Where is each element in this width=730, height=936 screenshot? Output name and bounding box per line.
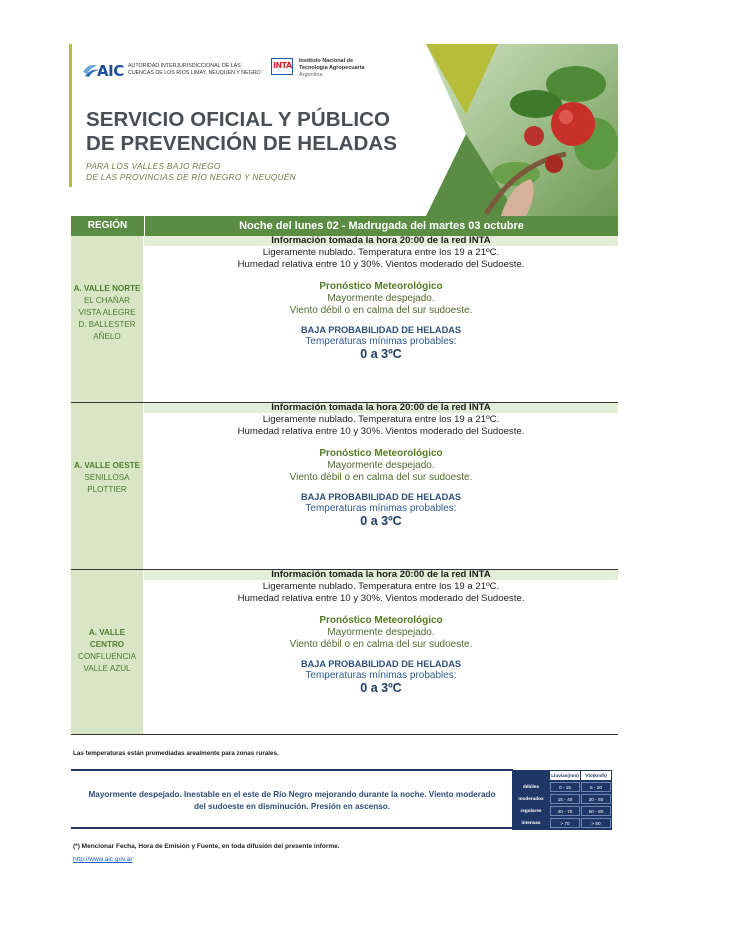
- locality: VISTA ALEGRE: [78, 308, 136, 317]
- region-cell: [71, 236, 143, 402]
- inta-line-3: Argentina: [299, 71, 323, 78]
- column-header-region: REGIÓN: [87, 220, 128, 231]
- region-name: A. VALLE NORTE: [73, 284, 141, 293]
- locality: EL CHAÑAR: [83, 296, 131, 305]
- observation-line-1: Ligeramente nublado. Temperatura entre los 19 a 21ºC.: [262, 581, 500, 592]
- inta-line-1: Instituto Nacional de: [299, 58, 354, 64]
- page-title: [86, 108, 397, 156]
- title-line-2: DE PREVENCIÓN DE HELADAS: [86, 132, 398, 155]
- tmin-label: Temperaturas mínimas probables:: [305, 336, 457, 347]
- tmin-value: 0 a 3ºC: [360, 514, 402, 528]
- region-forecast: [144, 247, 618, 361]
- tmin-label: Temperaturas mínimas probables:: [305, 670, 457, 681]
- legend-category: moderados: [518, 796, 544, 801]
- observation-line-1: Ligeramente nublado. Temperatura entre los 19 a 21ºC.: [262, 414, 500, 425]
- region-label: [71, 627, 143, 675]
- region-cell: [71, 570, 143, 734]
- forecast-line-1: Mayormente despejado.: [327, 293, 435, 304]
- region-name: A. VALLE CENTRO: [88, 628, 126, 649]
- accent-bar: [69, 44, 72, 187]
- inta-wordmark: INTA: [273, 61, 292, 70]
- inta-mark: [271, 58, 293, 75]
- legend-rain-value: 0 - 15: [550, 782, 580, 792]
- observation-line-2: Humedad relativa entre 10 y 30%. Vientos moderado del Sudoeste.: [237, 258, 525, 270]
- legend-category: intensas: [521, 820, 541, 825]
- forecast-line-1: Mayormente despejado.: [327, 460, 435, 471]
- info-title: Información tomada la hora 20:00 de la red INTA: [271, 569, 491, 580]
- tmin-value: 0 a 3ºC: [360, 681, 402, 695]
- info-title: Información tomada la hora 20:00 de la red INTA: [271, 235, 491, 246]
- legend-head-rain: Lluvias(mm): [551, 773, 579, 778]
- apple-tree-photo: [426, 44, 618, 216]
- report-header: [69, 44, 618, 216]
- region-row-valle-centro: [71, 570, 618, 735]
- averaging-note: Las temperaturas están promediadas arealmente para zonas rurales.: [73, 750, 279, 757]
- aic-website-link[interactable]: http://www.aic.gov.ar: [73, 856, 133, 863]
- legend-wind-value: 50 - 80: [581, 806, 611, 816]
- page-subtitle: [86, 161, 296, 182]
- locality: VALLE AZUL: [83, 664, 131, 673]
- subtitle-line-1: PARA LOS VALLES BAJO RIEGO: [86, 161, 221, 171]
- info-title: Información tomada la hora 20:00 de la red INTA: [271, 402, 491, 413]
- legend-wind-value: > 80: [581, 818, 611, 828]
- forecast-title: Pronóstico Meteorológico: [319, 448, 443, 459]
- region-forecast: [144, 414, 618, 528]
- legend-head-wind: Vto(km/h): [581, 771, 611, 780]
- forecast-line-2: Viento débil o en calma del sur sudoeste.: [289, 639, 473, 650]
- forecast-title: Pronóstico Meteorológico: [319, 615, 443, 626]
- aic-name: AUTORIDAD INTERJURISDICCIONAL DE LAS CUENCAS DE LOS RÍOS LIMAY, NEUQUÉN Y NEGRO: [128, 63, 261, 76]
- summary-line-2: del sudoeste en disminución. Presión en ascenso.: [193, 802, 391, 811]
- legend-category: débiles: [522, 784, 540, 789]
- aic-wordmark: AIC: [97, 62, 124, 80]
- legend-wind-value: 5 - 20: [581, 782, 611, 792]
- observation-line-1: Ligeramente nublado. Temperatura entre los 19 a 21ºC.: [262, 247, 500, 258]
- locality: SENILLOSA: [84, 473, 130, 482]
- locality: D. BALLESTER: [78, 320, 136, 329]
- forecast-line-2: Viento débil o en calma del sur sudoeste.: [289, 305, 473, 316]
- region-label: [71, 460, 143, 496]
- locality: PLOTTIER: [87, 485, 127, 494]
- inta-name: [299, 58, 364, 78]
- summary-line-1: Mayormente despejado. Inestable en el este de Río Negro mejorando durante la noche. Viento moderado: [88, 790, 496, 799]
- inta-logo: [271, 58, 381, 86]
- general-summary: [71, 769, 513, 829]
- title-line-1: SERVICIO OFICIAL Y PÚBLICO: [86, 108, 391, 131]
- frost-probability: BAJA PROBABILIDAD DE HELADAS: [301, 325, 461, 335]
- tmin-value: 0 a 3ºC: [360, 347, 402, 361]
- frost-probability: BAJA PROBABILIDAD DE HELADAS: [301, 492, 461, 502]
- frost-probability: BAJA PROBABILIDAD DE HELADAS: [301, 659, 461, 669]
- region-cell: [71, 403, 143, 569]
- intensity-legend: [512, 770, 612, 830]
- table-header: [71, 216, 618, 236]
- inta-line-2: Tecnología Agropecuaria: [299, 64, 365, 71]
- observation-line-2: Humedad relativa entre 10 y 30%. Vientos moderado del Sudoeste.: [237, 592, 525, 604]
- forecast-line-1: Mayormente despejado.: [327, 627, 435, 638]
- summary-text: [71, 789, 513, 813]
- column-header-night: Noche del lunes 02 - Madrugada del martes 03 octubre: [144, 216, 618, 236]
- aic-logo: [81, 58, 266, 84]
- region-name: A. VALLE OESTE: [74, 461, 140, 470]
- forecast-line-2: Viento débil o en calma del sur sudoeste.: [289, 472, 473, 483]
- region-row-valle-norte: [71, 236, 618, 403]
- legend-wind-value: 20 - 50: [581, 794, 611, 804]
- legend-rain-value: > 70: [550, 818, 580, 828]
- region-label: [71, 283, 143, 343]
- region-row-valle-oeste: [71, 403, 618, 570]
- subtitle-line-2: DE LAS PROVINCIAS DE RÍO NEGRO Y NEUQUÉN: [86, 171, 296, 182]
- legend-rain-value: 40 - 70: [550, 806, 580, 816]
- attribution-note: (*) Mencionar Fecha, Hora de Emisión y Fuente, en toda difusión del presente informe.: [73, 843, 340, 850]
- region-forecast: [144, 581, 618, 695]
- tmin-label: Temperaturas mínimas probables:: [305, 503, 457, 514]
- locality: AÑELO: [93, 332, 121, 341]
- forecast-title: Pronóstico Meteorológico: [319, 281, 443, 292]
- legend-rain-value: 15 - 40: [550, 794, 580, 804]
- observation-line-2: Humedad relativa entre 10 y 30%. Vientos moderado del Sudoeste.: [237, 425, 525, 437]
- legend-category: regulares: [520, 808, 542, 813]
- locality: CONFLUENCIA: [77, 652, 136, 661]
- row-divider: [71, 734, 618, 735]
